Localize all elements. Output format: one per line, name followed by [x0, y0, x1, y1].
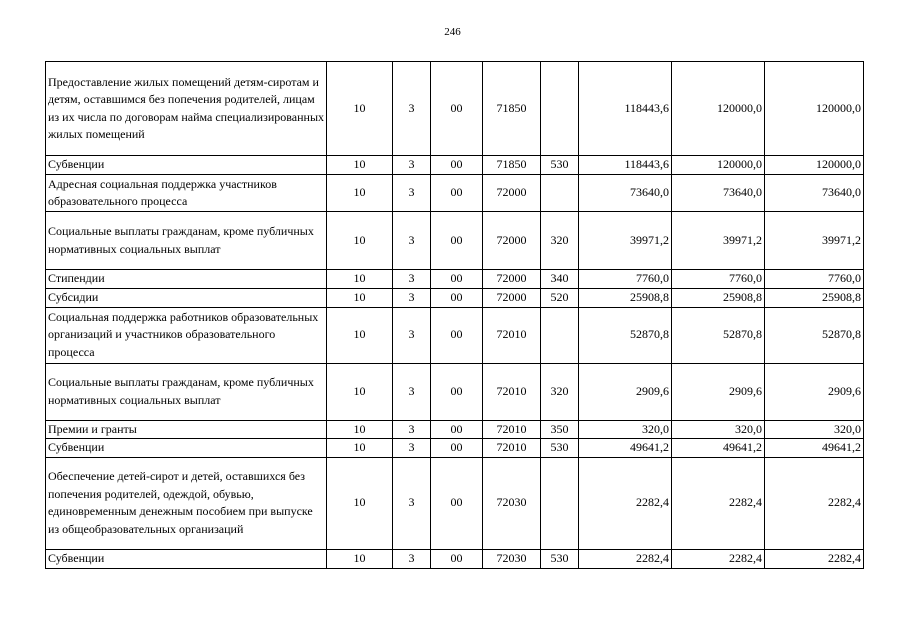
amount3-cell: 2909,6 — [765, 363, 864, 420]
type-cell: 340 — [541, 270, 579, 289]
item-cell: 72030 — [483, 457, 541, 549]
table-row — [46, 420, 864, 439]
program-cell: 00 — [431, 439, 483, 458]
program-cell: 00 — [431, 175, 483, 212]
row-name: Обеспечение детей-сирот и детей, оставшихся без попечения родителей, одеждой, обувью, единовременным денежным пособием при выпуске из общеобразовательных организаций — [46, 457, 327, 549]
table-row — [46, 307, 864, 363]
type-cell: 530 — [541, 549, 579, 568]
amount2-cell: 73640,0 — [672, 175, 765, 212]
row-name: Субвенции — [46, 439, 327, 458]
program-cell: 00 — [431, 457, 483, 549]
amount2-cell: 120000,0 — [672, 62, 765, 156]
amount2-cell: 2282,4 — [672, 549, 765, 568]
type-cell: 520 — [541, 289, 579, 308]
section-cell: 10 — [327, 156, 393, 175]
amount1-cell: 118443,6 — [579, 62, 672, 156]
amount1-cell: 2909,6 — [579, 363, 672, 420]
program-cell: 00 — [431, 420, 483, 439]
program-cell: 00 — [431, 307, 483, 363]
amount3-cell: 52870,8 — [765, 307, 864, 363]
item-cell: 72010 — [483, 307, 541, 363]
row-name: Субвенции — [46, 549, 327, 568]
subsection-cell: 3 — [393, 156, 431, 175]
subsection-cell: 3 — [393, 212, 431, 270]
amount1-cell: 39971,2 — [579, 212, 672, 270]
program-cell: 00 — [431, 289, 483, 308]
type-cell: 320 — [541, 363, 579, 420]
item-cell: 72000 — [483, 175, 541, 212]
item-cell: 72010 — [483, 363, 541, 420]
section-cell: 10 — [327, 270, 393, 289]
type-cell: 530 — [541, 156, 579, 175]
amount3-cell: 73640,0 — [765, 175, 864, 212]
row-name: Премии и гранты — [46, 420, 327, 439]
amount2-cell: 7760,0 — [672, 270, 765, 289]
amount3-cell: 7760,0 — [765, 270, 864, 289]
amount3-cell: 120000,0 — [765, 62, 864, 156]
amount1-cell: 320,0 — [579, 420, 672, 439]
item-cell: 72030 — [483, 549, 541, 568]
item-cell: 71850 — [483, 156, 541, 175]
item-cell: 72000 — [483, 212, 541, 270]
row-name: Субвенции — [46, 156, 327, 175]
table-row — [46, 270, 864, 289]
amount1-cell: 49641,2 — [579, 439, 672, 458]
table-row — [46, 549, 864, 568]
program-cell: 00 — [431, 156, 483, 175]
amount1-cell: 25908,8 — [579, 289, 672, 308]
amount3-cell: 25908,8 — [765, 289, 864, 308]
row-name: Социальные выплаты гражданам, кроме публичных нормативных социальных выплат — [46, 363, 327, 420]
section-cell: 10 — [327, 307, 393, 363]
section-cell: 10 — [327, 289, 393, 308]
amount3-cell: 320,0 — [765, 420, 864, 439]
row-name: Стипендии — [46, 270, 327, 289]
row-name: Предоставление жилых помещений детям-сиротам и детям, оставшимся без попечения родителей, лицам из их числа по договорам найма специализированных жилых помещений — [46, 62, 327, 156]
subsection-cell: 3 — [393, 289, 431, 308]
type-cell: 530 — [541, 439, 579, 458]
program-cell: 00 — [431, 212, 483, 270]
subsection-cell: 3 — [393, 307, 431, 363]
item-cell: 72000 — [483, 270, 541, 289]
amount2-cell: 49641,2 — [672, 439, 765, 458]
type-cell — [541, 457, 579, 549]
program-cell: 00 — [431, 270, 483, 289]
amount1-cell: 7760,0 — [579, 270, 672, 289]
amount3-cell: 2282,4 — [765, 549, 864, 568]
amount2-cell: 120000,0 — [672, 156, 765, 175]
type-cell — [541, 307, 579, 363]
budget-table — [45, 61, 864, 569]
amount3-cell: 39971,2 — [765, 212, 864, 270]
item-cell: 72010 — [483, 420, 541, 439]
amount2-cell: 39971,2 — [672, 212, 765, 270]
row-name: Адресная социальная поддержка участников образовательного процесса — [46, 175, 327, 212]
table-row — [46, 289, 864, 308]
amount2-cell: 2282,4 — [672, 457, 765, 549]
program-cell: 00 — [431, 363, 483, 420]
table-row — [46, 62, 864, 156]
type-cell — [541, 175, 579, 212]
table-row — [46, 439, 864, 458]
amount2-cell: 320,0 — [672, 420, 765, 439]
page-number: 246 — [444, 26, 461, 38]
amount2-cell: 52870,8 — [672, 307, 765, 363]
subsection-cell: 3 — [393, 420, 431, 439]
type-cell: 350 — [541, 420, 579, 439]
amount1-cell: 118443,6 — [579, 156, 672, 175]
subsection-cell: 3 — [393, 270, 431, 289]
item-cell: 72010 — [483, 439, 541, 458]
subsection-cell: 3 — [393, 62, 431, 156]
table-row — [46, 175, 864, 212]
type-cell — [541, 62, 579, 156]
row-name: Социальная поддержка работников образовательных организаций и участников образовательного процесса — [46, 307, 327, 363]
amount2-cell: 2909,6 — [672, 363, 765, 420]
amount3-cell: 49641,2 — [765, 439, 864, 458]
row-name: Субсидии — [46, 289, 327, 308]
section-cell: 10 — [327, 363, 393, 420]
amount3-cell: 2282,4 — [765, 457, 864, 549]
table-row — [46, 212, 864, 270]
subsection-cell: 3 — [393, 457, 431, 549]
subsection-cell: 3 — [393, 439, 431, 458]
amount3-cell: 120000,0 — [765, 156, 864, 175]
program-cell: 00 — [431, 549, 483, 568]
section-cell: 10 — [327, 457, 393, 549]
section-cell: 10 — [327, 549, 393, 568]
table-row — [46, 457, 864, 549]
subsection-cell: 3 — [393, 175, 431, 212]
section-cell: 10 — [327, 212, 393, 270]
amount1-cell: 73640,0 — [579, 175, 672, 212]
section-cell: 10 — [327, 62, 393, 156]
item-cell: 71850 — [483, 62, 541, 156]
section-cell: 10 — [327, 175, 393, 212]
section-cell: 10 — [327, 439, 393, 458]
section-cell: 10 — [327, 420, 393, 439]
subsection-cell: 3 — [393, 363, 431, 420]
amount2-cell: 25908,8 — [672, 289, 765, 308]
amount1-cell: 52870,8 — [579, 307, 672, 363]
table-row — [46, 156, 864, 175]
amount1-cell: 2282,4 — [579, 457, 672, 549]
program-cell: 00 — [431, 62, 483, 156]
item-cell: 72000 — [483, 289, 541, 308]
row-name: Социальные выплаты гражданам, кроме публичных нормативных социальных выплат — [46, 212, 327, 270]
subsection-cell: 3 — [393, 549, 431, 568]
type-cell: 320 — [541, 212, 579, 270]
amount1-cell: 2282,4 — [579, 549, 672, 568]
table-row — [46, 363, 864, 420]
